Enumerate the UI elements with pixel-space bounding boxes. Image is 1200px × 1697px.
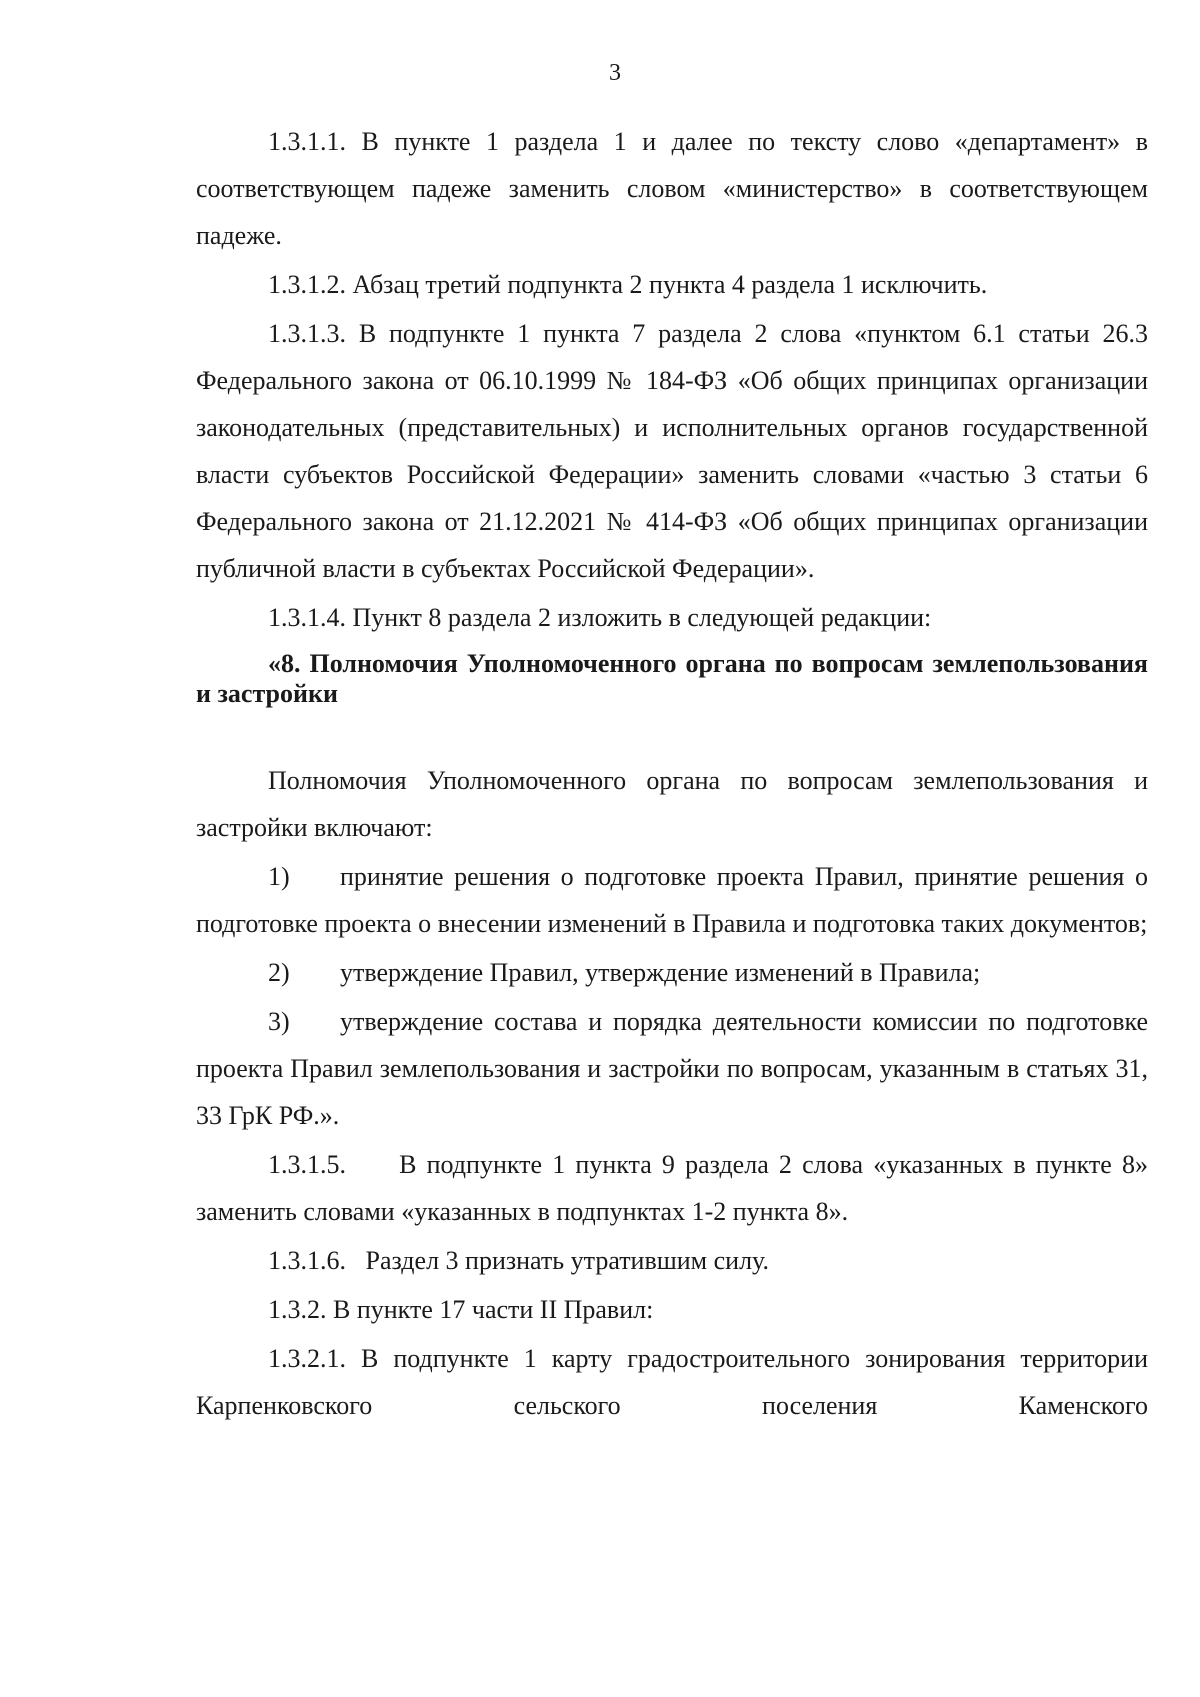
- paragraph-number: 1.3.1.5.: [268, 1150, 346, 1179]
- paragraph-1-3-1-4: 1.3.1.4. Пункт 8 раздела 2 изложить в следующей редакции:: [268, 603, 932, 632]
- paragraph-1-3-1-5: [196, 1141, 1148, 1235]
- list-item-text: принятие решения о подготовке проекта Правил, принятие решения о подготовке проекта о внесении изменений в Правила и подготовка таких документов;: [196, 862, 1148, 938]
- paragraph-text: В подпункте 1 пункта 9 раздела 2 слова «указанных в пункте 8» заменить словами «указанных в подпунктах 1-2 пункта 8».: [196, 1150, 1149, 1226]
- list-item-number: 3): [268, 1007, 290, 1036]
- list-item: [196, 853, 1148, 947]
- paragraph-text: Раздел 3 признать утратившим силу.: [365, 1246, 769, 1275]
- paragraph-number: 1.3.1.6.: [268, 1246, 346, 1275]
- section-heading-block: [196, 649, 1148, 709]
- paragraph-1-3-1-3: 1.3.1.3. В подпункте 1 пункта 7 раздела 2 слова «пунктом 6.1 статьи 26.3 Федерального закона от 06.10.1999 № 184-ФЗ «Об общих принципах организации законодательных (представительных) и исполнительных органов государственной власти субъектов Российской Федерации» заменить словами «частью 3 статьи 6 Федерального закона от 21.12.2021 № 414-ФЗ «Об общих принципах организации публичной власти в субъектах Российской Федерации».: [196, 319, 1148, 583]
- paragraph-powers-intro: Полномочия Уполномоченного органа по вопросам землепользования и застройки включают:: [196, 766, 1148, 842]
- paragraph-1-3-1-1: 1.3.1.1. В пункте 1 раздела 1 и далее по тексту слово «департамент» в соответствующем падеже заменить словом «министерство» в соответствующем падеже.: [196, 127, 1148, 250]
- list-item: [196, 998, 1148, 1139]
- paragraph-1-3-2-1: [196, 1335, 1148, 1429]
- list-item-text: утверждение состава и порядка деятельности комиссии по подготовке проекта Правил землепользования и застройки по вопросам, указанным в статьях 31, 33 ГрК РФ.».: [196, 1007, 1148, 1130]
- list-item: [196, 949, 1148, 996]
- paragraph-1-3-1-2: 1.3.1.2. Абзац третий подпункта 2 пункта 4 раздела 1 исключить.: [268, 270, 988, 299]
- paragraph-text: 1.3.2.1. В подпункте 1 карту градостроительного зонирования территории Карпенковского сельского поселения Каменского: [196, 1344, 1148, 1420]
- paragraph-1-3-1-6: [196, 1237, 1148, 1284]
- list-item-text: утверждение Правил, утверждение изменений в Правила;: [340, 958, 981, 987]
- document-body: [196, 118, 1148, 1431]
- list-item-number: 2): [268, 958, 290, 987]
- paragraph-1-3-2: 1.3.2. В пункте 17 части II Правил:: [268, 1295, 654, 1324]
- page-number: 3: [609, 60, 621, 86]
- list-item-number: 1): [268, 862, 290, 891]
- section-heading: «8. Полномочия Уполномоченного органа по вопросам землепользования и застройки: [196, 649, 1148, 708]
